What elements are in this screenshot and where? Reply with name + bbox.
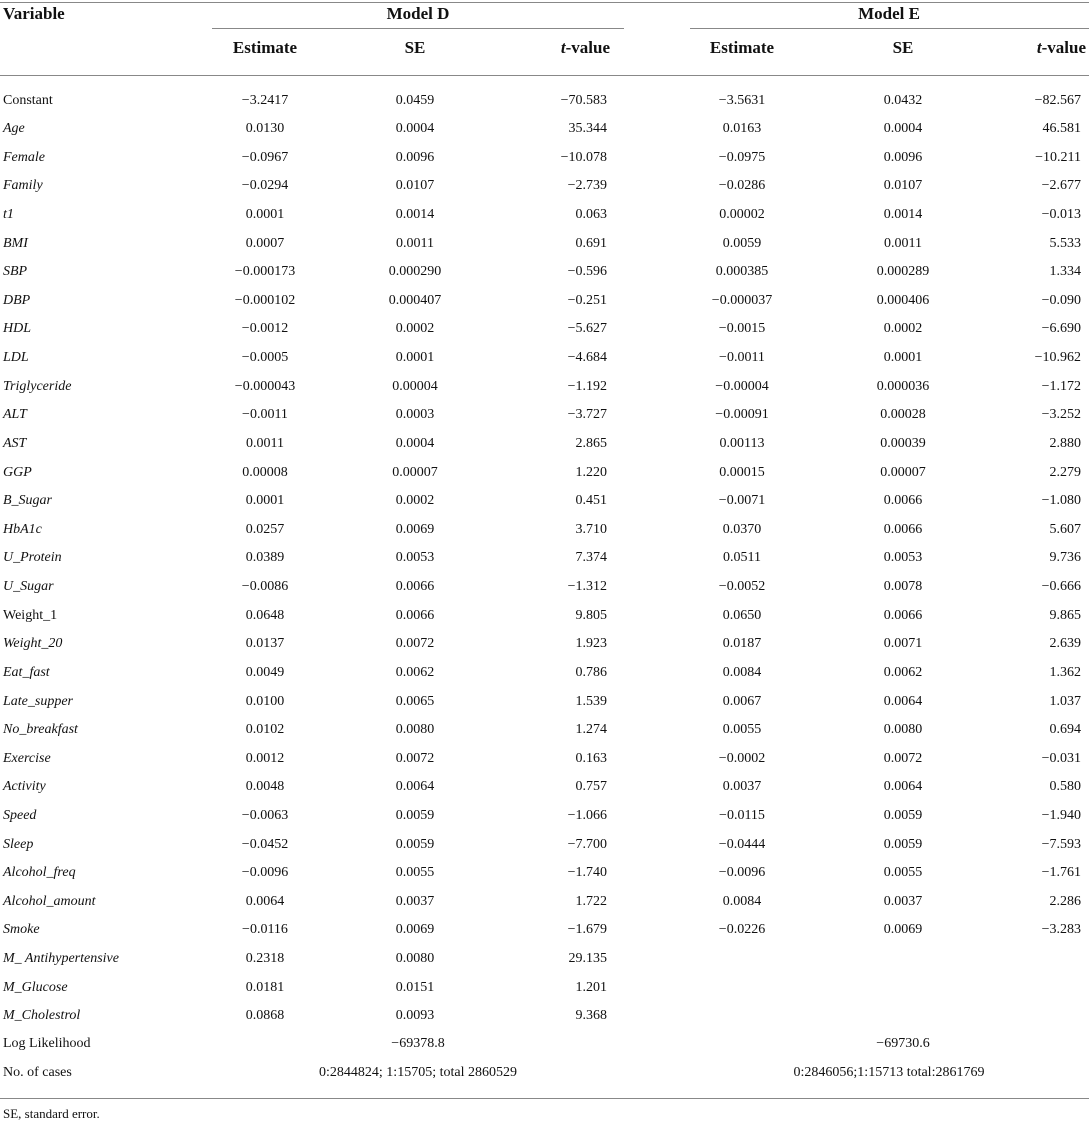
model-d-estimate-cell: 0.0049 xyxy=(245,664,285,680)
row-label: SBP xyxy=(3,264,28,280)
table-row xyxy=(0,401,1089,430)
model-d-estimate-cell: 0.0130 xyxy=(245,121,285,137)
model-d-t-value-cell: −1.740 xyxy=(567,865,607,881)
model-e-t-value-cell: 5.607 xyxy=(1049,521,1081,537)
model-d-t-value-cell: 0.691 xyxy=(575,235,607,251)
model-e-se-cell: 0.0080 xyxy=(883,722,923,738)
model-e-se-cell: 0.0432 xyxy=(883,92,923,108)
model-e-t-value-cell: 46.581 xyxy=(1042,121,1081,137)
row-label: Constant xyxy=(3,92,53,108)
model-e-t-value-cell: −3.283 xyxy=(1041,922,1081,938)
model-d-estimate-cell: 0.0001 xyxy=(245,206,285,222)
model-d-estimate-cell: 0.0064 xyxy=(245,893,285,909)
model-d-se-cell: 0.0151 xyxy=(395,979,435,995)
model-d-se-cell: 0.0072 xyxy=(395,750,435,766)
model-d-se-cell: 0.00004 xyxy=(392,378,438,394)
table-row xyxy=(0,716,1089,745)
model-d-se-cell: 0.0011 xyxy=(396,235,434,251)
model-e-t-value-cell: −1.172 xyxy=(1041,378,1081,394)
model-d-estimate-header: Estimate xyxy=(232,38,298,57)
model-d-estimate-cell: −0.0005 xyxy=(241,350,289,366)
table-row xyxy=(0,745,1089,774)
model-e-t-value-cell: 0.580 xyxy=(1049,779,1081,795)
model-e-se-cell: 0.0062 xyxy=(883,664,923,680)
model-e-se-cell: 0.0107 xyxy=(883,178,923,194)
row-label: Age xyxy=(3,121,25,137)
model-d-t-value-cell: −5.627 xyxy=(567,321,607,337)
model-d-estimate-cell: −0.000102 xyxy=(234,292,296,308)
model-e-estimate-cell: 0.0067 xyxy=(722,693,762,709)
table-top-rule xyxy=(0,2,1089,3)
model-e-estimate-cell: 0.0650 xyxy=(722,607,762,623)
model-e-estimate-cell: 0.0163 xyxy=(722,121,762,137)
model-e-se-cell: 0.00039 xyxy=(880,435,926,451)
model-d-se-cell: 0.0002 xyxy=(395,321,435,337)
table-row xyxy=(0,516,1089,545)
model-e-se-cell: 0.0078 xyxy=(883,579,923,595)
model-d-estimate-cell: 0.0102 xyxy=(245,722,285,738)
model-e-se-cell: 0.0096 xyxy=(883,149,923,165)
model-e-estimate-cell: 0.000385 xyxy=(715,264,769,280)
model-d-estimate-cell: −0.0012 xyxy=(241,321,289,337)
row-label: Weight_20 xyxy=(3,636,63,652)
table-row xyxy=(0,258,1089,287)
model-e-t-value-cell: −0.090 xyxy=(1041,292,1081,308)
model-d-estimate-cell: −0.0116 xyxy=(242,922,288,938)
model-d-estimate-cell: 0.0257 xyxy=(245,521,285,537)
model-d-t-value-cell: −10.078 xyxy=(560,149,607,165)
model-e-se-cell: 0.0037 xyxy=(883,893,923,909)
model-e-estimate-cell: −0.0002 xyxy=(718,750,766,766)
table-row xyxy=(0,831,1089,860)
row-label: BMI xyxy=(3,235,28,251)
model-d-t-value-cell: 7.374 xyxy=(575,550,607,566)
model-e-se-cell: 0.00028 xyxy=(880,407,926,423)
model-e-se-cell: 0.000289 xyxy=(876,264,930,280)
table-row xyxy=(0,115,1089,144)
model-e-t-value-cell: −1.761 xyxy=(1041,865,1081,881)
model-d-estimate-cell: −0.0011 xyxy=(242,407,288,423)
model-e-t-value-cell: −1.080 xyxy=(1041,493,1081,509)
model-d-estimate-cell: −0.0294 xyxy=(241,178,289,194)
cases-model-e: 0:2846056;1:15713 total:2861769 xyxy=(793,1065,985,1080)
table-row xyxy=(0,945,1089,974)
table-row xyxy=(0,373,1089,402)
model-d-t-value-cell: −1.192 xyxy=(567,378,607,394)
model-e-t-value-cell: −3.252 xyxy=(1041,407,1081,423)
model-d-header: Model D xyxy=(386,4,450,23)
model-e-t-value-cell: 1.037 xyxy=(1049,693,1081,709)
model-d-estimate-cell: −0.0452 xyxy=(241,836,289,852)
model-e-estimate-cell: −0.0286 xyxy=(718,178,766,194)
model-e-underline xyxy=(690,28,1089,29)
model-d-estimate-cell: 0.0648 xyxy=(245,607,285,623)
row-label: Exercise xyxy=(3,750,51,766)
table-row xyxy=(0,630,1089,659)
row-label: ALT xyxy=(3,407,27,423)
model-d-t-value-cell: −1.679 xyxy=(567,922,607,938)
model-d-se-cell: 0.000407 xyxy=(388,292,442,308)
model-e-header: Model E xyxy=(858,4,920,23)
model-d-se-cell: 0.0069 xyxy=(395,521,435,537)
model-e-se-cell: 0.0066 xyxy=(883,521,923,537)
model-d-se-cell: 0.0080 xyxy=(395,722,435,738)
table-row xyxy=(0,974,1089,1003)
model-e-se-header: SE xyxy=(892,38,914,57)
model-e-se-cell: 0.0064 xyxy=(883,693,923,709)
model-d-se-cell: 0.0072 xyxy=(395,636,435,652)
model-d-se-cell: 0.0065 xyxy=(395,693,435,709)
model-e-se-cell: 0.0066 xyxy=(883,607,923,623)
cases-row xyxy=(0,1059,1089,1088)
row-label: U_Protein xyxy=(3,550,62,566)
model-e-se-cell: 0.0064 xyxy=(883,779,923,795)
model-e-t-value-cell: −2.677 xyxy=(1041,178,1081,194)
model-d-t-value-cell: −0.596 xyxy=(567,264,607,280)
model-e-t-value-cell: −82.567 xyxy=(1034,92,1081,108)
model-d-estimate-cell: 0.0181 xyxy=(245,979,285,995)
model-d-estimate-cell: −3.2417 xyxy=(241,92,289,108)
model-d-t-value-cell: 3.710 xyxy=(575,521,607,537)
model-e-se-cell: 0.000406 xyxy=(876,292,930,308)
model-d-t-value-cell: 1.274 xyxy=(575,722,607,738)
model-d-se-header: SE xyxy=(404,38,426,57)
model-e-se-cell: 0.0002 xyxy=(883,321,923,337)
model-d-estimate-cell: −0.0086 xyxy=(241,579,289,595)
model-d-estimate-cell: 0.0389 xyxy=(245,550,285,566)
model-e-estimate-cell: 0.0059 xyxy=(722,235,762,251)
loglik-model-e: −69730.6 xyxy=(876,1036,930,1051)
model-d-t-value-cell: 9.805 xyxy=(575,607,607,623)
model-d-t-value-cell: 29.135 xyxy=(568,951,607,967)
row-label: Alcohol_freq xyxy=(3,865,76,881)
model-d-se-cell: 0.0059 xyxy=(395,836,435,852)
table-row xyxy=(0,573,1089,602)
model-d-t-value-cell: −70.583 xyxy=(560,92,607,108)
model-e-estimate-cell: 0.0084 xyxy=(722,893,762,909)
model-d-t-value-cell: 0.063 xyxy=(575,206,607,222)
model-d-estimate-cell: −0.000043 xyxy=(234,378,296,394)
model-d-estimate-cell: −0.0967 xyxy=(241,149,289,165)
model-e-t-value-cell: −0.013 xyxy=(1041,206,1081,222)
model-d-se-cell: 0.0014 xyxy=(395,206,435,222)
row-label: Activity xyxy=(3,779,46,795)
model-d-t-value-cell: −2.739 xyxy=(567,178,607,194)
row-label: Sleep xyxy=(3,836,34,852)
model-d-estimate-cell: 0.0048 xyxy=(245,779,285,795)
model-d-t-value-cell: 1.539 xyxy=(575,693,607,709)
model-e-estimate-cell: −0.00004 xyxy=(715,378,769,394)
row-label: HDL xyxy=(3,321,32,337)
model-e-estimate-cell: 0.00002 xyxy=(719,206,765,222)
model-d-t-value-cell: 2.865 xyxy=(575,435,607,451)
row-label: Late_supper xyxy=(3,693,73,709)
model-d-t-value-cell: 1.220 xyxy=(575,464,607,480)
table-bottom-rule xyxy=(0,1098,1089,1099)
model-d-estimate-cell: 0.0012 xyxy=(245,750,285,766)
model-e-estimate-cell: −0.000037 xyxy=(711,292,773,308)
table-row xyxy=(0,1002,1089,1031)
model-e-t-value-cell: 0.694 xyxy=(1049,722,1081,738)
model-d-t-value-cell: 0.757 xyxy=(575,779,607,795)
model-e-estimate-cell: 0.0084 xyxy=(722,664,762,680)
model-d-t-value-cell: −3.727 xyxy=(567,407,607,423)
model-d-se-cell: 0.0093 xyxy=(395,1008,435,1024)
model-d-underline xyxy=(212,28,624,29)
model-d-se-cell: 0.0055 xyxy=(395,865,435,881)
model-d-se-cell: 0.0069 xyxy=(395,922,435,938)
model-e-estimate-cell: −0.0011 xyxy=(719,350,765,366)
model-d-t-value-cell: 0.786 xyxy=(575,664,607,680)
model-d-se-cell: 0.0003 xyxy=(395,407,435,423)
row-label: Weight_1 xyxy=(3,607,58,623)
table-row xyxy=(0,602,1089,631)
model-d-t-value-cell: 9.368 xyxy=(575,1008,607,1024)
model-d-estimate-cell: 0.0001 xyxy=(245,493,285,509)
model-e-t-value-cell: 5.533 xyxy=(1049,235,1081,251)
row-label: HbA1c xyxy=(3,521,42,537)
row-label: t1 xyxy=(3,206,14,222)
model-e-estimate-cell: −3.5631 xyxy=(718,92,766,108)
row-label: Eat_fast xyxy=(3,664,50,680)
table-row xyxy=(0,688,1089,717)
model-e-se-cell: 0.0069 xyxy=(883,922,923,938)
model-d-se-cell: 0.0066 xyxy=(395,579,435,595)
model-e-t-value-cell: −10.211 xyxy=(1035,149,1081,165)
model-e-t-value-cell: 2.279 xyxy=(1049,464,1081,480)
model-d-se-cell: 0.0002 xyxy=(395,493,435,509)
row-label: Smoke xyxy=(3,922,40,938)
model-e-estimate-cell: −0.0071 xyxy=(718,493,766,509)
model-d-t-value-cell: −1.312 xyxy=(567,579,607,595)
model-e-estimate-cell: −0.0975 xyxy=(718,149,766,165)
table-row xyxy=(0,773,1089,802)
model-e-estimate-header: Estimate xyxy=(709,38,775,57)
model-d-estimate-cell: −0.0063 xyxy=(241,808,289,823)
variable-header: Variable xyxy=(3,4,65,23)
table-row xyxy=(0,287,1089,316)
model-e-t-value-cell: −0.031 xyxy=(1041,750,1081,766)
model-d-se-cell: 0.0096 xyxy=(395,149,435,165)
model-d-se-cell: 0.0059 xyxy=(395,808,435,823)
model-d-t-value-cell: 35.344 xyxy=(568,121,607,137)
row-label: No_breakfast xyxy=(3,722,78,738)
table-row xyxy=(0,201,1089,230)
table-row xyxy=(0,859,1089,888)
table-row xyxy=(0,916,1089,945)
table-row xyxy=(0,144,1089,173)
model-d-estimate-cell: 0.00008 xyxy=(242,464,288,480)
model-e-se-cell: 0.0053 xyxy=(883,550,923,566)
model-d-estimate-cell: −0.000173 xyxy=(234,264,296,280)
model-d-se-cell: 0.0459 xyxy=(395,92,435,108)
model-e-se-cell: 0.0014 xyxy=(883,206,923,222)
model-d-se-cell: 0.0107 xyxy=(395,178,435,194)
model-d-se-cell: 0.0004 xyxy=(395,435,435,451)
model-d-se-cell: 0.00007 xyxy=(392,464,438,480)
row-label: M_Glucose xyxy=(3,979,68,995)
model-d-estimate-cell: −0.0096 xyxy=(241,865,289,881)
model-e-se-cell: 0.0072 xyxy=(883,750,923,766)
model-e-t-value-cell: 2.639 xyxy=(1049,636,1081,652)
cases-model-d: 0:2844824; 1:15705; total 2860529 xyxy=(319,1065,517,1080)
loglik-model-d: −69378.8 xyxy=(391,1036,445,1051)
row-label: Female xyxy=(3,149,45,165)
model-d-estimate-cell: 0.0137 xyxy=(245,636,285,652)
model-e-t-value-cell: −6.690 xyxy=(1041,321,1081,337)
model-e-se-cell: 0.0055 xyxy=(883,865,923,881)
row-label: LDL xyxy=(3,350,29,366)
model-e-se-cell: 0.0001 xyxy=(883,350,923,366)
model-e-estimate-cell: −0.0115 xyxy=(719,808,765,823)
row-label: Triglyceride xyxy=(3,378,72,394)
model-e-estimate-cell: −0.0015 xyxy=(718,321,766,337)
row-label: DBP xyxy=(3,292,31,308)
model-e-se-cell: 0.0071 xyxy=(883,636,923,652)
model-e-t-value-cell: 2.286 xyxy=(1049,893,1081,909)
table-row xyxy=(0,544,1089,573)
model-d-t-value-cell: 1.722 xyxy=(575,893,607,909)
model-d-t-value-cell: 0.451 xyxy=(575,493,607,509)
model-e-estimate-cell: −0.0052 xyxy=(718,579,766,595)
row-label: Alcohol_amount xyxy=(3,893,96,909)
model-e-estimate-cell: 0.0370 xyxy=(722,521,762,537)
table-row xyxy=(0,659,1089,688)
model-e-estimate-cell: 0.00113 xyxy=(719,435,765,451)
row-label: B_Sugar xyxy=(3,493,52,509)
model-e-estimate-cell: −0.0096 xyxy=(718,865,766,881)
model-d-tvalue-header: t-value xyxy=(560,38,610,57)
model-e-t-value-cell: −1.940 xyxy=(1041,808,1081,823)
model-e-se-cell: 0.0059 xyxy=(883,808,923,823)
model-e-se-cell: 0.0011 xyxy=(884,235,922,251)
table-row xyxy=(0,230,1089,259)
model-e-t-value-cell: 9.865 xyxy=(1049,607,1081,623)
model-e-estimate-cell: 0.0037 xyxy=(722,779,762,795)
row-label: GGP xyxy=(3,464,32,480)
table-row xyxy=(0,487,1089,516)
loglik-row xyxy=(0,1030,1089,1059)
model-e-estimate-cell: 0.0187 xyxy=(722,636,762,652)
model-d-t-value-cell: 1.201 xyxy=(575,979,607,995)
footnote: SE, standard error. xyxy=(3,1106,100,1121)
model-e-se-cell: 0.0059 xyxy=(883,836,923,852)
table-row xyxy=(0,802,1089,831)
table-row xyxy=(0,87,1089,116)
model-e-t-value-cell: 1.362 xyxy=(1049,664,1081,680)
model-e-estimate-cell: −0.00091 xyxy=(715,407,769,423)
model-e-tvalue-header: t-value xyxy=(1036,38,1086,57)
row-label: Speed xyxy=(3,808,37,823)
table-row xyxy=(0,888,1089,917)
model-e-estimate-cell: −0.0226 xyxy=(718,922,766,938)
model-d-t-value-cell: −4.684 xyxy=(567,350,607,366)
model-d-estimate-cell: 0.0011 xyxy=(246,435,284,451)
model-e-estimate-cell: −0.0444 xyxy=(718,836,766,852)
model-d-se-cell: 0.0001 xyxy=(395,350,435,366)
model-d-se-cell: 0.000290 xyxy=(388,264,442,280)
table-row xyxy=(0,344,1089,373)
model-d-t-value-cell: −7.700 xyxy=(567,836,607,852)
model-d-t-value-cell: −1.066 xyxy=(567,808,607,823)
model-e-t-value-cell: 1.334 xyxy=(1049,264,1081,280)
model-d-t-value-cell: −0.251 xyxy=(567,292,607,308)
table-row xyxy=(0,315,1089,344)
model-e-t-value-cell: −10.962 xyxy=(1034,350,1081,366)
model-d-t-value-cell: 0.163 xyxy=(575,750,607,766)
model-d-se-cell: 0.0053 xyxy=(395,550,435,566)
model-d-estimate-cell: 0.0868 xyxy=(245,1008,285,1024)
loglik-label: Log Likelihood xyxy=(3,1036,91,1051)
model-e-estimate-cell: 0.00015 xyxy=(719,464,765,480)
table-row xyxy=(0,172,1089,201)
model-e-estimate-cell: 0.0055 xyxy=(722,722,762,738)
model-e-t-value-cell: 9.736 xyxy=(1049,550,1081,566)
model-d-se-cell: 0.0004 xyxy=(395,121,435,137)
model-e-t-value-cell: −7.593 xyxy=(1041,836,1081,852)
model-d-se-cell: 0.0066 xyxy=(395,607,435,623)
row-label: U_Sugar xyxy=(3,579,54,595)
model-e-t-value-cell: −0.666 xyxy=(1041,579,1081,595)
model-e-se-cell: 0.000036 xyxy=(876,378,930,394)
model-e-t-value-cell: 2.880 xyxy=(1049,435,1081,451)
cases-label: No. of cases xyxy=(3,1065,72,1080)
model-d-se-cell: 0.0064 xyxy=(395,779,435,795)
model-d-t-value-cell: 1.923 xyxy=(575,636,607,652)
model-e-se-cell: 0.0004 xyxy=(883,121,923,137)
model-e-se-cell: 0.0066 xyxy=(883,493,923,509)
model-d-se-cell: 0.0062 xyxy=(395,664,435,680)
table-row xyxy=(0,459,1089,488)
model-e-se-cell: 0.00007 xyxy=(880,464,926,480)
model-d-estimate-cell: 0.0100 xyxy=(245,693,285,709)
header-rule xyxy=(0,75,1089,76)
model-d-se-cell: 0.0037 xyxy=(395,893,435,909)
model-d-estimate-cell: 0.2318 xyxy=(245,951,285,967)
model-d-estimate-cell: 0.0007 xyxy=(245,235,285,251)
row-label: M_Cholestrol xyxy=(3,1008,81,1024)
row-label: AST xyxy=(3,435,27,451)
row-label: M_ Antihypertensive xyxy=(3,951,119,967)
row-label: Family xyxy=(3,178,43,194)
model-d-se-cell: 0.0080 xyxy=(395,951,435,967)
table-row xyxy=(0,430,1089,459)
model-e-estimate-cell: 0.0511 xyxy=(723,550,761,566)
